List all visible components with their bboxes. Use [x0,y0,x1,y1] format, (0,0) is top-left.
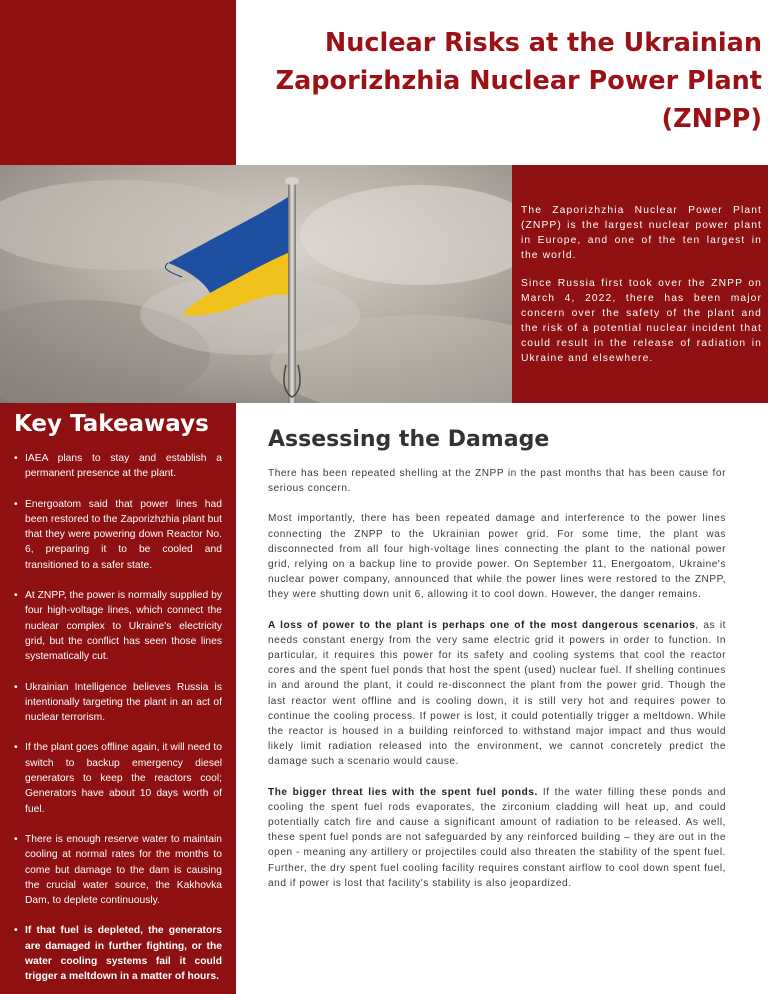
title-area [236,0,768,165]
takeaway-item: • There is enough reserve water to maintain cooling at normal rates for the months to come but damage to the dam is causing the crucial water source, the Kakhovka Dam, to deplete continuously. [14,832,222,908]
section-heading: Assessing the Damage [268,427,550,452]
intro-paragraph-2: Since Russia first took over the ZNPP on March 4, 2022, there has been major concern over the safety of the plant and the risk of a potential nuclear incident that could result in the release of radiation in Ukraine and elsewhere. [521,278,762,364]
header-color-block [0,0,236,165]
title-line-2: Zaporizhzhia Nuclear Power Plant [275,66,762,96]
ukrainian-flag-photo [0,165,512,403]
article-paragraph-4 [268,785,726,891]
intro-paragraph-1: The Zaporizhzhia Nuclear Power Plant (ZNPP) is the largest nuclear power plant in Europe, and one of the ten largest in the world. [521,205,762,261]
flag-photo-illustration [0,165,512,403]
key-takeaways-title: Key Takeaways [14,411,209,437]
paragraph-3-lead: A loss of power to the plant is perhaps one of the most dangerous scenarios [268,619,696,631]
page-title [236,24,762,138]
takeaway-item: • At ZNPP, the power is normally supplied by four high-voltage lines, which connect the nuclear complex to Ukraine's electricity grid, but the conflict has seen those lines systematically cut. [14,588,222,664]
title-line-3: (ZNPP) [661,104,762,134]
takeaway-item: • Energoatom said that power lines had been restored to the Zaporizhzhia plant but that they were powering down Reactor No. 6, preparing it to be cooled and transitioned to a safer state. [14,497,222,573]
paragraph-3-body: , as it needs constant energy from the very same electric grid it powers in order to function. In particular, it requires this power for its safety and cooling systems that cool the reactor cores and the spent fuel ponds that host the spent (used) nuclear fuel. If shelling continues in and around the plant, it could re-disconnect the plant from the power grid. Though the last reactor went offline and is cooling down, it is still very hot and requires power to continue the cooling process. If power is lost, it could potentially trigger a meltdown. While the reactor is housed in a building reinforced to withstand major impact and thus would likely limit radiation released into the environment, we cannot concretely predict the damage such a scenario would cause. [268,619,726,768]
takeaways-list [14,451,222,985]
title-line-1: Nuclear Risks at the Ukrainian [324,28,762,58]
paragraph-4-body: If the water filling these ponds and cooling the spent fuel rods evaporates, the zirconium cladding will heat up, and could potentially catch fire and cause a significant amount of radiation to be released. As well, these spent fuel ponds are not safeguarded by any reinforced building – they are out in the open - meaning any artillery or projectiles could also threaten the stability of the spent fuel. Further, the dry spent fuel cooling facility requires constant airflow to cool down spent fuel, and if power is lost that facility's stability is also jeopardized. [268,786,727,889]
article-paragraph-3 [268,618,726,770]
article-paragraph-1: There has been repeated shelling at the ZNPP in the past months that has been cause for serious concern. [268,468,726,495]
paragraph-4-lead: The bigger threat lies with the spent fuel ponds. [268,786,538,798]
takeaway-item: • Ukrainian Intelligence believes Russia is intentionally targeting the plant in an act of nuclear terrorism. [14,680,222,726]
intro-panel [512,165,768,403]
main-article [268,403,726,906]
takeaway-item: • If the plant goes offline again, it will need to switch to backup emergency diesel generators to keep the reactors cool; Generators have about 10 days worth of fuel. [14,740,222,816]
article-paragraph-2: Most importantly, there has been repeated damage and interference to the power lines connecting the ZNPP to the Ukrainian power grid. For some time, the plant was disconnected from all four high-voltage lines connecting the plant to the national power grid, relying on a backup line to provide power. On September 11, Energoatom, Ukraine's nuclear power company, announced that while the power lines were restored to the ZNPP, they were shutting down unit 6, allowing it to cool down. However, the danger remains. [268,513,726,601]
key-takeaways-sidebar [0,403,236,994]
takeaway-item-emphasis: • If that fuel is depleted, the generators are damaged in further fighting, or the water cooling systems fail it could trigger a meltdown in a matter of hours. [14,923,222,984]
takeaway-item: • IAEA plans to stay and establish a permanent presence at the plant. [14,451,222,482]
